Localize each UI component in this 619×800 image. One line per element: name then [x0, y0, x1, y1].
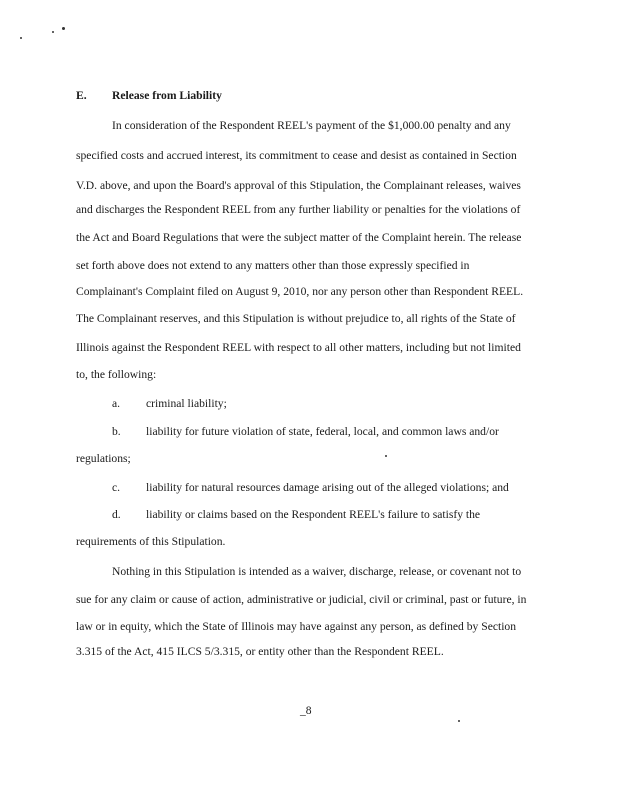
scan-speck — [52, 31, 54, 33]
scan-speck — [458, 720, 460, 722]
paragraph-line: Nothing in this Stipulation is intended as a waiver, discharge, release, or covenant not to — [112, 565, 522, 578]
paragraph-line: In consideration of the Respondent REEL's payment of the $1,000.00 penalty and any — [112, 119, 511, 132]
list-item-letter: a. — [112, 397, 121, 410]
paragraph-line: law or in equity, which the State of Illinois may have against any person, as defined by Section — [76, 620, 517, 633]
paragraph-line: sue for any claim or cause of action, administrative or judicial, civil or criminal, past or future, in — [76, 593, 527, 606]
paragraph-line: specified costs and accrued interest, its commitment to cease and desist as contained in Section — [76, 149, 517, 162]
paragraph-line: set forth above does not extend to any matters other than those expressly specified in — [76, 259, 470, 272]
list-item-text: liability for natural resources damage arising out of the alleged violations; and — [146, 481, 509, 494]
paragraph-line: to, the following: — [76, 368, 157, 381]
scan-speck — [385, 455, 387, 457]
section-title: Release from Liability — [112, 89, 222, 102]
paragraph-line: 3.315 of the Act, 415 ILCS 5/3.315, or entity other than the Respondent REEL. — [76, 645, 444, 658]
paragraph-line: and discharges the Respondent REEL from any further liability or penalties for the violations of — [76, 203, 521, 216]
list-item-text: criminal liability; — [146, 397, 227, 410]
paragraph-line: Illinois against the Respondent REEL with respect to all other matters, including but not limited — [76, 341, 521, 354]
scan-speck — [62, 27, 65, 30]
paragraph-line: The Complainant reserves, and this Stipulation is without prejudice to, all rights of the State of — [76, 312, 516, 325]
list-item-letter: b. — [112, 425, 121, 438]
paragraph-line: Complainant's Complaint filed on August 9, 2010, nor any person other than Respondent REEL. — [76, 285, 524, 298]
page-number: _8 — [300, 704, 312, 717]
scan-speck — [20, 37, 22, 39]
paragraph-line: the Act and Board Regulations that were the subject matter of the Complaint herein. The release — [76, 231, 522, 244]
list-item-text: liability for future violation of state, federal, local, and common laws and/or — [146, 425, 499, 438]
list-item-continuation: regulations; — [76, 452, 131, 465]
list-item-continuation: requirements of this Stipulation. — [76, 535, 226, 548]
list-item-letter: c. — [112, 481, 121, 494]
section-letter: E. — [76, 89, 87, 102]
list-item-letter: d. — [112, 508, 121, 521]
list-item-text: liability or claims based on the Respondent REEL's failure to satisfy the — [146, 508, 481, 521]
paragraph-line: V.D. above, and upon the Board's approval of this Stipulation, the Complainant releases, waives — [76, 179, 521, 192]
